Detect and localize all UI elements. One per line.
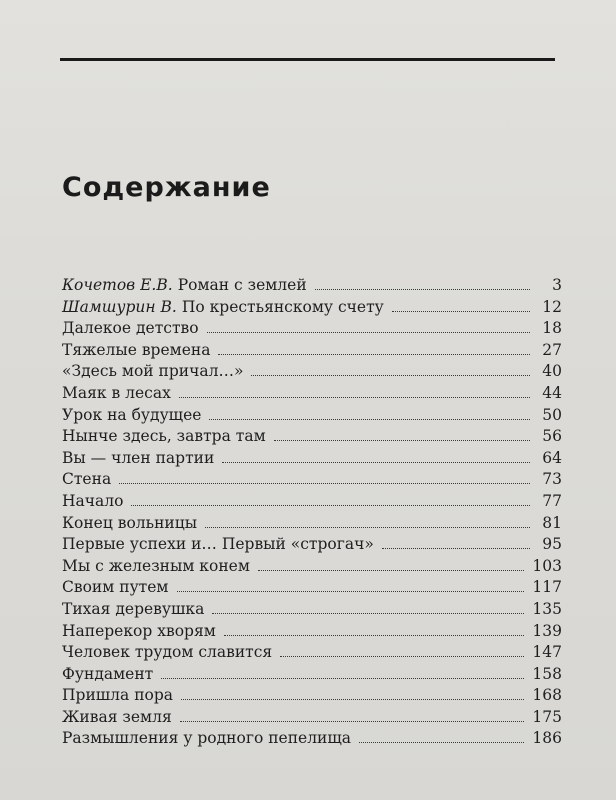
toc-entry[interactable]: [62, 685, 562, 707]
toc-entry-title: Урок на будущее: [62, 405, 202, 424]
toc-dot-leader: [209, 419, 530, 420]
toc-entry-page: 18: [542, 319, 562, 338]
toc-entry[interactable]: [62, 728, 562, 750]
toc-entry-page: 175: [532, 707, 562, 726]
page-title: Содержание: [62, 172, 271, 203]
toc-entry-title: Маяк в лесах: [62, 383, 171, 402]
toc-dot-leader: [274, 440, 530, 441]
toc-entry-title: Фундамент: [62, 664, 154, 683]
toc-dot-leader: [161, 678, 524, 679]
toc-entry-title: Наперекор хворям: [62, 621, 216, 640]
toc-entry[interactable]: [62, 275, 562, 297]
toc-entry[interactable]: [62, 405, 562, 427]
toc-entry-page: 81: [542, 513, 562, 532]
toc-dot-leader: [119, 483, 530, 484]
toc-entry-page: 12: [542, 297, 562, 316]
toc-entry-page: 73: [542, 470, 562, 489]
toc-entry-page: 186: [532, 729, 562, 748]
toc-dot-leader: [177, 591, 525, 592]
toc-entry-title: Своим путем: [62, 578, 169, 597]
toc-entry-title: Роман с землей: [177, 276, 307, 294]
toc-entry-title: Пришла пора: [62, 686, 174, 705]
toc-entry-title: Размышления у родного пепелища: [62, 729, 352, 748]
toc-entry-author: Кочетов Е.В.: [62, 276, 173, 294]
toc-entry[interactable]: [62, 448, 562, 470]
toc-entry-title: Мы с железным конем: [62, 556, 250, 575]
toc-entry-page: 158: [532, 664, 562, 683]
table-of-contents: [62, 275, 562, 750]
toc-dot-leader: [224, 635, 525, 636]
toc-entry[interactable]: [62, 577, 562, 599]
toc-entry-page: 103: [532, 556, 562, 575]
toc-entry[interactable]: [62, 556, 562, 578]
toc-dot-leader: [212, 613, 524, 614]
toc-dot-leader: [280, 656, 524, 657]
toc-entry[interactable]: [62, 469, 562, 491]
toc-entry-page: 77: [542, 491, 562, 510]
toc-dot-leader: [180, 721, 525, 722]
top-rule: [60, 58, 555, 61]
toc-entry[interactable]: [62, 599, 562, 621]
toc-entry[interactable]: [62, 361, 562, 383]
toc-entry[interactable]: [62, 642, 562, 664]
toc-entry[interactable]: [62, 340, 562, 362]
toc-entry-page: 50: [542, 405, 562, 424]
toc-entry[interactable]: [62, 664, 562, 686]
toc-dot-leader: [392, 311, 530, 312]
toc-dot-leader: [251, 375, 530, 376]
toc-entry-title: Живая земля: [62, 707, 172, 726]
toc-entry-page: 117: [532, 578, 562, 597]
toc-entry-page: 44: [542, 383, 562, 402]
toc-dot-leader: [207, 332, 530, 333]
toc-entry-title: Человек трудом славится: [62, 643, 273, 662]
toc-entry-author: Шамшурин В.: [62, 297, 177, 316]
toc-dot-leader: [382, 548, 530, 549]
toc-entry[interactable]: [62, 318, 562, 340]
toc-entry-title: Нынче здесь, завтра там: [62, 427, 266, 446]
toc-dot-leader: [315, 289, 530, 290]
toc-entry-page: 64: [542, 448, 562, 467]
toc-dot-leader: [359, 742, 524, 743]
toc-entry-title: Стена: [62, 470, 112, 489]
toc-entry-page: 56: [542, 427, 562, 446]
toc-entry-page: 3: [552, 276, 562, 294]
toc-entry-page: 139: [532, 621, 562, 640]
toc-entry[interactable]: [62, 383, 562, 405]
toc-entry-page: 135: [532, 599, 562, 618]
toc-entry-title: Тихая деревушка: [62, 599, 205, 618]
toc-entry[interactable]: [62, 297, 562, 319]
toc-entry-title: Конец вольницы: [62, 513, 198, 532]
toc-dot-leader: [205, 527, 530, 528]
toc-entry[interactable]: [62, 513, 562, 535]
toc-entry-page: 40: [542, 362, 562, 381]
toc-entry-title: Тяжелые времена: [62, 340, 211, 359]
toc-entry-page: 95: [542, 535, 562, 554]
toc-dot-leader: [179, 397, 530, 398]
toc-entry-page: 147: [532, 643, 562, 662]
toc-dot-leader: [218, 354, 530, 355]
toc-entry[interactable]: [62, 491, 562, 513]
toc-entry-title: Первые успехи и… Первый «строгач»: [62, 535, 374, 554]
toc-entry-page: 168: [532, 686, 562, 705]
toc-entry-title: «Здесь мой причал…»: [62, 362, 244, 381]
toc-entry-title: Начало: [62, 491, 124, 510]
toc-entry[interactable]: [62, 707, 562, 729]
toc-entry[interactable]: [62, 534, 562, 556]
toc-dot-leader: [222, 462, 530, 463]
toc-entry-page: 27: [542, 340, 562, 359]
toc-dot-leader: [181, 699, 524, 700]
toc-entry[interactable]: [62, 621, 562, 643]
toc-entry-title: Далекое детство: [62, 319, 199, 338]
toc-entry-title: Вы — член партии: [62, 448, 215, 467]
toc-entry-title: По крестьянскому счету: [181, 297, 384, 316]
toc-dot-leader: [131, 505, 530, 506]
toc-entry[interactable]: [62, 426, 562, 448]
toc-dot-leader: [258, 570, 525, 571]
